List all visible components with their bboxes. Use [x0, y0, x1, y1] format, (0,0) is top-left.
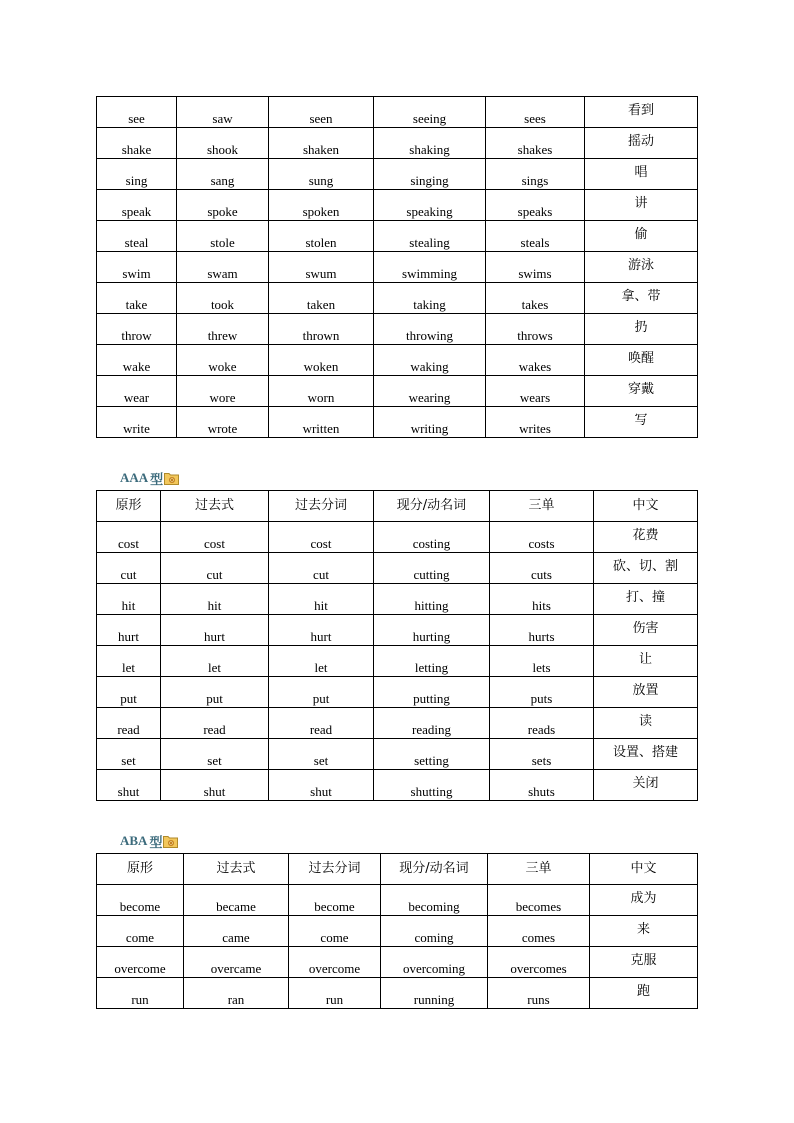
table-row	[97, 553, 698, 584]
table-cell-form: letting	[374, 646, 490, 677]
table-cell-form: let	[269, 646, 374, 677]
column-header: 现分/动名词	[374, 491, 490, 522]
table-row	[97, 522, 698, 553]
table-cell-form: wearing	[374, 376, 486, 407]
table-cell-form: taking	[374, 283, 486, 314]
column-header: 中文	[594, 491, 698, 522]
table-row	[97, 407, 698, 438]
table-cell-form: singing	[374, 159, 486, 190]
table-header-row	[97, 854, 698, 885]
table-row	[97, 646, 698, 677]
table-row	[97, 947, 698, 978]
table-cell-form: swimming	[374, 252, 486, 283]
column-header: 三单	[488, 854, 590, 885]
table-cell-form: set	[269, 739, 374, 770]
table-cell-form: stolen	[269, 221, 374, 252]
table-cell-form: see	[97, 97, 177, 128]
verb-table-aaa	[96, 490, 697, 801]
table-cell-form: shook	[177, 128, 269, 159]
table-row	[97, 97, 698, 128]
table-cell-form: comes	[488, 916, 590, 947]
table-cell-form: become	[97, 885, 184, 916]
table-cell-form: cutting	[374, 553, 490, 584]
table-cell-form: cost	[97, 522, 161, 553]
table-cell-chinese: 偷	[585, 221, 698, 252]
table-cell-form: came	[184, 916, 289, 947]
table-cell-form: shake	[97, 128, 177, 159]
table-cell-form: cost	[269, 522, 374, 553]
table-cell-form: take	[97, 283, 177, 314]
table-cell-form: throw	[97, 314, 177, 345]
column-header: 过去式	[161, 491, 269, 522]
table-cell-form: setting	[374, 739, 490, 770]
table-cell-form: writing	[374, 407, 486, 438]
table-cell-form: put	[161, 677, 269, 708]
table-cell-form: costs	[490, 522, 594, 553]
table-cell-form: reading	[374, 708, 490, 739]
table-row	[97, 615, 698, 646]
column-header: 过去式	[184, 854, 289, 885]
table-row	[97, 128, 698, 159]
table-cell-form: hurting	[374, 615, 490, 646]
table-cell-form: woken	[269, 345, 374, 376]
table-row	[97, 159, 698, 190]
section-heading-type: 型	[150, 472, 164, 488]
table-cell-form: overcoming	[381, 947, 488, 978]
table-cell-form: waking	[374, 345, 486, 376]
table-cell-form: wakes	[486, 345, 585, 376]
verb-table-aba	[96, 853, 697, 1009]
section-heading-label: AAA	[120, 470, 149, 485]
table-cell-form: sing	[97, 159, 177, 190]
table-cell-form: takes	[486, 283, 585, 314]
table-cell-form: speak	[97, 190, 177, 221]
table-row	[97, 376, 698, 407]
table-cell-form: swum	[269, 252, 374, 283]
table-cell-form: cut	[97, 553, 161, 584]
table-cell-chinese: 唤醒	[585, 345, 698, 376]
table-cell-form: seeing	[374, 97, 486, 128]
table-cell-form: spoken	[269, 190, 374, 221]
section-heading-type: 型	[149, 835, 163, 851]
table-cell-form: hit	[161, 584, 269, 615]
column-header: 过去分词	[289, 854, 381, 885]
table-cell-form: took	[177, 283, 269, 314]
table-cell-chinese: 游泳	[585, 252, 698, 283]
column-header: 原形	[97, 854, 184, 885]
table-cell-form: hit	[269, 584, 374, 615]
table-cell-form: speaking	[374, 190, 486, 221]
table-cell-form: became	[184, 885, 289, 916]
table-cell-form: set	[161, 739, 269, 770]
table-cell-form: run	[97, 978, 184, 1009]
table-cell-form: wore	[177, 376, 269, 407]
table-cell-form: saw	[177, 97, 269, 128]
table-cell-form: swim	[97, 252, 177, 283]
table-cell-chinese: 讲	[585, 190, 698, 221]
table-cell-form: wrote	[177, 407, 269, 438]
table-cell-form: worn	[269, 376, 374, 407]
table-cell-form: overcome	[97, 947, 184, 978]
table-row	[97, 770, 698, 801]
table-cell-form: reads	[490, 708, 594, 739]
table-cell-form: thrown	[269, 314, 374, 345]
table-cell-form: cuts	[490, 553, 594, 584]
table-cell-form: hurt	[269, 615, 374, 646]
table-cell-chinese: 穿戴	[585, 376, 698, 407]
folder-icon	[163, 834, 178, 848]
table-row	[97, 584, 698, 615]
table-cell-form: wear	[97, 376, 177, 407]
table-cell-form: becomes	[488, 885, 590, 916]
table-cell-form: hitting	[374, 584, 490, 615]
table-cell-chinese: 摇动	[585, 128, 698, 159]
column-header: 过去分词	[269, 491, 374, 522]
table-cell-form: let	[161, 646, 269, 677]
table-cell-form: wears	[486, 376, 585, 407]
table-cell-form: shakes	[486, 128, 585, 159]
table-cell-form: cost	[161, 522, 269, 553]
table-cell-form: runs	[488, 978, 590, 1009]
table-cell-chinese: 设置、搭建	[594, 739, 698, 770]
table-cell-chinese: 成为	[590, 885, 698, 916]
table-row	[97, 314, 698, 345]
table-row	[97, 708, 698, 739]
verb-table-abc-continued	[96, 96, 697, 438]
table-cell-chinese: 读	[594, 708, 698, 739]
table-cell-form: woke	[177, 345, 269, 376]
table-cell-form: read	[269, 708, 374, 739]
table-cell-form: spoke	[177, 190, 269, 221]
table-cell-form: shut	[161, 770, 269, 801]
column-header: 三单	[490, 491, 594, 522]
table-cell-form: overcome	[289, 947, 381, 978]
table-cell-form: put	[97, 677, 161, 708]
table-cell-form: let	[97, 646, 161, 677]
table-cell-form: read	[161, 708, 269, 739]
table-cell-form: threw	[177, 314, 269, 345]
table-row	[97, 978, 698, 1009]
table-cell-form: run	[289, 978, 381, 1009]
table-cell-form: lets	[490, 646, 594, 677]
table-cell-form: overcomes	[488, 947, 590, 978]
table-cell-form: shut	[97, 770, 161, 801]
table-cell-form: steals	[486, 221, 585, 252]
table-cell-form: shut	[269, 770, 374, 801]
table-row	[97, 739, 698, 770]
table-cell-chinese: 跑	[590, 978, 698, 1009]
section-heading-aaa	[120, 468, 179, 488]
table-cell-form: shutting	[374, 770, 490, 801]
table-cell-form: sings	[486, 159, 585, 190]
table-cell-form: ran	[184, 978, 289, 1009]
column-header: 中文	[590, 854, 698, 885]
table-cell-form: running	[381, 978, 488, 1009]
table-cell-chinese: 花费	[594, 522, 698, 553]
column-header: 现分/动名词	[381, 854, 488, 885]
table-row	[97, 252, 698, 283]
table-cell-form: set	[97, 739, 161, 770]
table-cell-chinese: 让	[594, 646, 698, 677]
table-cell-form: hurts	[490, 615, 594, 646]
section-heading-aba	[120, 831, 178, 851]
table-cell-form: cut	[269, 553, 374, 584]
table-cell-form: cut	[161, 553, 269, 584]
table-row	[97, 916, 698, 947]
table-cell-chinese: 关闭	[594, 770, 698, 801]
table-cell-form: wake	[97, 345, 177, 376]
table-cell-chinese: 拿、带	[585, 283, 698, 314]
table-cell-form: coming	[381, 916, 488, 947]
table-cell-form: throws	[486, 314, 585, 345]
table-cell-chinese: 看到	[585, 97, 698, 128]
table-cell-form: come	[97, 916, 184, 947]
table-cell-form: costing	[374, 522, 490, 553]
table-row	[97, 677, 698, 708]
table-row	[97, 283, 698, 314]
table-cell-chinese: 写	[585, 407, 698, 438]
table-cell-form: read	[97, 708, 161, 739]
table-cell-form: writes	[486, 407, 585, 438]
table-cell-form: throwing	[374, 314, 486, 345]
table-cell-form: shuts	[490, 770, 594, 801]
table-cell-form: putting	[374, 677, 490, 708]
table-cell-form: come	[289, 916, 381, 947]
table-cell-chinese: 放置	[594, 677, 698, 708]
table-cell-chinese: 克服	[590, 947, 698, 978]
table-row	[97, 885, 698, 916]
table-cell-chinese: 唱	[585, 159, 698, 190]
table-row	[97, 190, 698, 221]
table-cell-form: sang	[177, 159, 269, 190]
table-cell-chinese: 伤害	[594, 615, 698, 646]
table-cell-form: puts	[490, 677, 594, 708]
table-row	[97, 221, 698, 252]
table-cell-form: overcame	[184, 947, 289, 978]
table-cell-form: hit	[97, 584, 161, 615]
table-cell-chinese: 来	[590, 916, 698, 947]
table-cell-form: become	[289, 885, 381, 916]
table-cell-form: seen	[269, 97, 374, 128]
table-cell-form: sees	[486, 97, 585, 128]
table-cell-form: speaks	[486, 190, 585, 221]
table-cell-form: written	[269, 407, 374, 438]
column-header: 原形	[97, 491, 161, 522]
table-row	[97, 345, 698, 376]
table-cell-form: write	[97, 407, 177, 438]
table-cell-chinese: 砍、切、割	[594, 553, 698, 584]
table-cell-form: stealing	[374, 221, 486, 252]
folder-icon	[164, 471, 179, 485]
table-cell-form: shaking	[374, 128, 486, 159]
table-cell-form: stole	[177, 221, 269, 252]
table-cell-form: put	[269, 677, 374, 708]
table-cell-form: hits	[490, 584, 594, 615]
table-cell-form: shaken	[269, 128, 374, 159]
table-cell-form: swam	[177, 252, 269, 283]
table-cell-form: becoming	[381, 885, 488, 916]
table-cell-form: taken	[269, 283, 374, 314]
table-cell-form: steal	[97, 221, 177, 252]
table-cell-form: sets	[490, 739, 594, 770]
table-cell-form: hurt	[97, 615, 161, 646]
table-cell-form: sung	[269, 159, 374, 190]
table-cell-chinese: 打、撞	[594, 584, 698, 615]
table-cell-chinese: 扔	[585, 314, 698, 345]
table-cell-form: swims	[486, 252, 585, 283]
section-heading-label: ABA	[120, 833, 148, 848]
table-header-row	[97, 491, 698, 522]
table-cell-form: hurt	[161, 615, 269, 646]
